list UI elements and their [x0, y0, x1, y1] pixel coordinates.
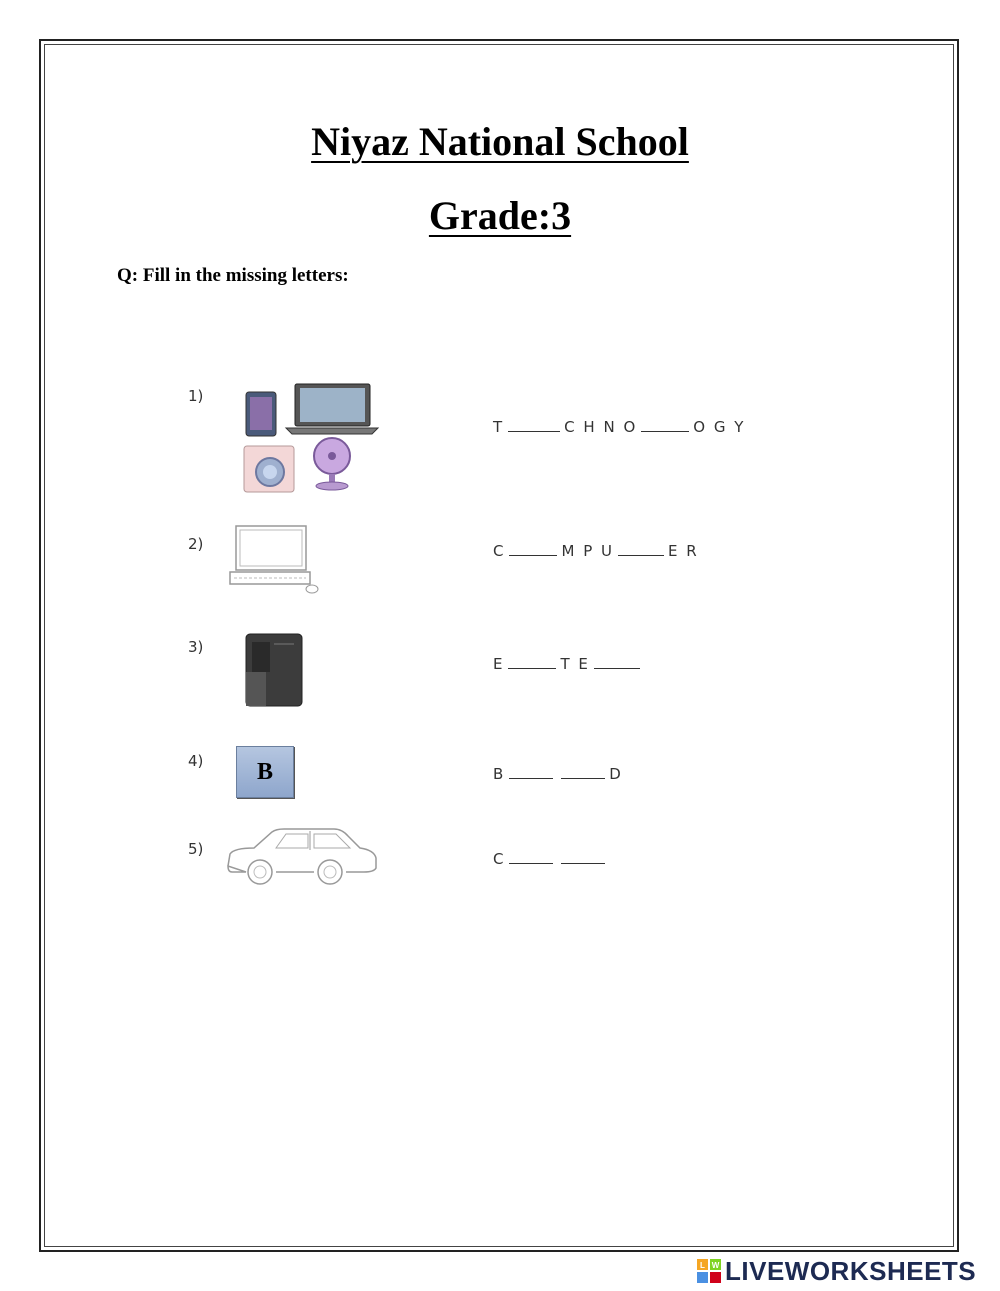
word-b [493, 765, 623, 783]
technology-devices-image [240, 380, 380, 495]
car-image [224, 826, 382, 888]
logo-letter: W [711, 1261, 720, 1270]
item-number: 5) [188, 840, 204, 858]
word-part: T E [560, 655, 590, 673]
logo-letter: L [700, 1261, 705, 1270]
blank-line[interactable] [561, 862, 605, 864]
blank-line[interactable] [508, 430, 560, 432]
blank-line[interactable] [509, 554, 557, 556]
word-part: D [609, 765, 623, 783]
blank-line[interactable] [641, 430, 689, 432]
liveworksheets-logo[interactable] [697, 1256, 976, 1286]
word-part: M P U [561, 542, 614, 560]
word-part: T [493, 418, 505, 436]
b-key-image: B [236, 746, 294, 798]
question-instruction: Q: Fill in the missing letters: [117, 265, 349, 286]
grade-title: Grade:3 [428, 193, 572, 238]
word-technology [493, 418, 745, 436]
brand-name: LIVEWORKSHEETS [725, 1255, 977, 1286]
computer-image [228, 522, 323, 597]
item-number: 1) [188, 387, 204, 405]
school-title: Niyaz National School [311, 119, 689, 164]
meter-image [244, 632, 306, 710]
word-part: E R [668, 542, 699, 560]
blank-line[interactable] [561, 777, 605, 779]
word-part: C [493, 542, 506, 560]
item-number: 3) [188, 638, 204, 656]
word-meter [493, 655, 644, 673]
word-part: B [493, 765, 506, 783]
word-part: C [493, 850, 506, 868]
word-car [493, 850, 609, 868]
item-number: 2) [188, 535, 204, 553]
word-part: E [493, 655, 505, 673]
word-computer [493, 542, 699, 560]
blank-line[interactable] [509, 862, 553, 864]
blank-line[interactable] [618, 554, 664, 556]
item-number: 4) [188, 752, 204, 770]
word-part: C H N O [564, 418, 638, 436]
word-part: O G Y [693, 418, 746, 436]
blank-line[interactable] [594, 667, 640, 669]
blank-line[interactable] [508, 667, 556, 669]
liveworksheets-icon [697, 1259, 721, 1283]
blank-line[interactable] [509, 777, 553, 779]
